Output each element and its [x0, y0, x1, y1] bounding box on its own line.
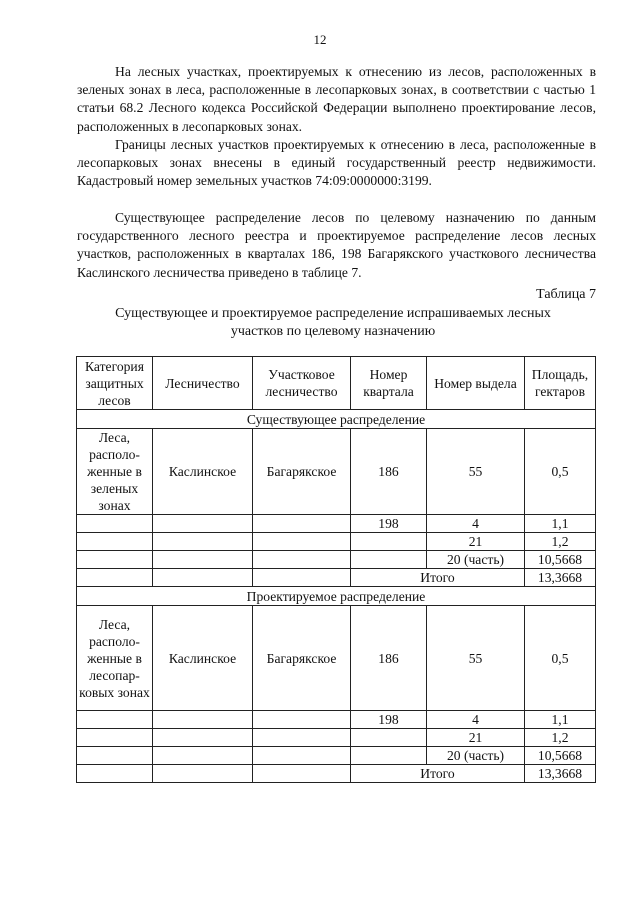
header-district: Участковое лесничество: [253, 357, 351, 410]
quarter-cell: 198: [351, 515, 427, 533]
table-row: [77, 747, 596, 765]
total-value: 13,3668: [525, 765, 596, 783]
district-cell: Багарякское: [253, 606, 351, 711]
section-title-projected: Проектируемое распределение: [77, 587, 596, 606]
quarter-cell: 198: [351, 711, 427, 729]
empty-cell: [253, 729, 351, 747]
paragraph-2-text: Границы лесных участков проектируемых к отнесению в леса, расположенные в лесопарковых зонах внесены в единый государственный реестр недвижимости. Кадастровый номер земельных участков 74:09:0000000:3199.: [77, 137, 596, 189]
empty-cell: [153, 765, 253, 783]
quarter-cell: [351, 747, 427, 765]
category-cell: Леса, располо-женные в зеленых зонах: [77, 429, 153, 515]
table-row: [77, 606, 596, 711]
forestry-cell: Каслинское: [153, 429, 253, 515]
empty-cell: [153, 551, 253, 569]
empty-cell: [153, 747, 253, 765]
section-row: [77, 410, 596, 429]
total-label: Итого: [351, 569, 525, 587]
empty-cell: [253, 765, 351, 783]
area-cell: 1,1: [525, 515, 596, 533]
empty-cell: [153, 515, 253, 533]
total-row: [77, 765, 596, 783]
forestry-cell: Каслинское: [153, 606, 253, 711]
area-cell: 10,5668: [525, 551, 596, 569]
table-title: Существующее и проектируемое распределение испрашиваемых лесных участков по целевому назначению: [115, 306, 551, 339]
header-forestry: Лесничество: [153, 357, 253, 410]
district-cell: Багарякское: [253, 429, 351, 515]
empty-cell: [77, 533, 153, 551]
empty-cell: [77, 569, 153, 587]
category-cell: Леса, располо-женные в лесопар-ковых зонах: [77, 606, 153, 711]
header-category: Категория защитных лесов: [77, 357, 153, 410]
paragraph-3-text: Существующее распределение лесов по целевому назначению по данным государственного лесного реестра и проектируемое распределение лесов лесных участков, расположенных в кварталах 186, 198 Багарякского участкового лесничества Каслинского лесничества приведено в таблице 7.: [77, 210, 596, 280]
table-row: [77, 551, 596, 569]
area-cell: 1,1: [525, 711, 596, 729]
empty-cell: [153, 729, 253, 747]
page-number: 12: [313, 32, 327, 47]
plot-cell: 20 (часть): [427, 747, 525, 765]
paragraph-1-text: На лесных участках, проектируемых к отнесению из лесов, расположенных в зеленых зонах в леса, расположенные в лесопарковых зонах, в соответствии с частью 1 статьи 68.2 Лесного кодекса Российской Федерации выполнено проектирование лесов, расположенных в лесопарковых зонах.: [77, 64, 596, 134]
header-area: Площадь, гектаров: [525, 357, 596, 410]
plot-cell: 4: [427, 711, 525, 729]
empty-cell: [253, 515, 351, 533]
quarter-cell: 186: [351, 429, 427, 515]
header-plot: Номер выдела: [427, 357, 525, 410]
total-value: 13,3668: [525, 569, 596, 587]
section-row: [77, 587, 596, 606]
distribution-table: [76, 356, 596, 783]
empty-cell: [253, 747, 351, 765]
empty-cell: [77, 515, 153, 533]
section-title-existing: Существующее распределение: [77, 410, 596, 429]
plot-cell: 55: [427, 429, 525, 515]
quarter-cell: [351, 551, 427, 569]
plot-cell: 21: [427, 729, 525, 747]
empty-cell: [77, 765, 153, 783]
empty-cell: [153, 711, 253, 729]
quarter-cell: [351, 729, 427, 747]
empty-cell: [253, 569, 351, 587]
empty-cell: [153, 569, 253, 587]
plot-cell: 20 (часть): [427, 551, 525, 569]
area-cell: 10,5668: [525, 747, 596, 765]
paragraph-3: [77, 209, 596, 282]
table-row: [77, 515, 596, 533]
area-cell: 0,5: [525, 606, 596, 711]
paragraph-2: [77, 136, 596, 191]
empty-cell: [77, 711, 153, 729]
empty-cell: [253, 551, 351, 569]
total-row: [77, 569, 596, 587]
header-quarter: Номер квартала: [351, 357, 427, 410]
plot-cell: 21: [427, 533, 525, 551]
table-label: Таблица 7: [536, 287, 596, 302]
quarter-cell: 186: [351, 606, 427, 711]
empty-cell: [253, 711, 351, 729]
table-row: [77, 729, 596, 747]
area-cell: 1,2: [525, 533, 596, 551]
empty-cell: [77, 729, 153, 747]
table-row: [77, 711, 596, 729]
empty-cell: [77, 551, 153, 569]
table-row: [77, 533, 596, 551]
empty-cell: [253, 533, 351, 551]
quarter-cell: [351, 533, 427, 551]
table-row: [77, 429, 596, 515]
table-header-row: [77, 357, 596, 410]
empty-cell: [77, 747, 153, 765]
plot-cell: 4: [427, 515, 525, 533]
plot-cell: 55: [427, 606, 525, 711]
area-cell: 0,5: [525, 429, 596, 515]
total-label: Итого: [351, 765, 525, 783]
paragraph-1: [77, 63, 596, 136]
area-cell: 1,2: [525, 729, 596, 747]
empty-cell: [153, 533, 253, 551]
